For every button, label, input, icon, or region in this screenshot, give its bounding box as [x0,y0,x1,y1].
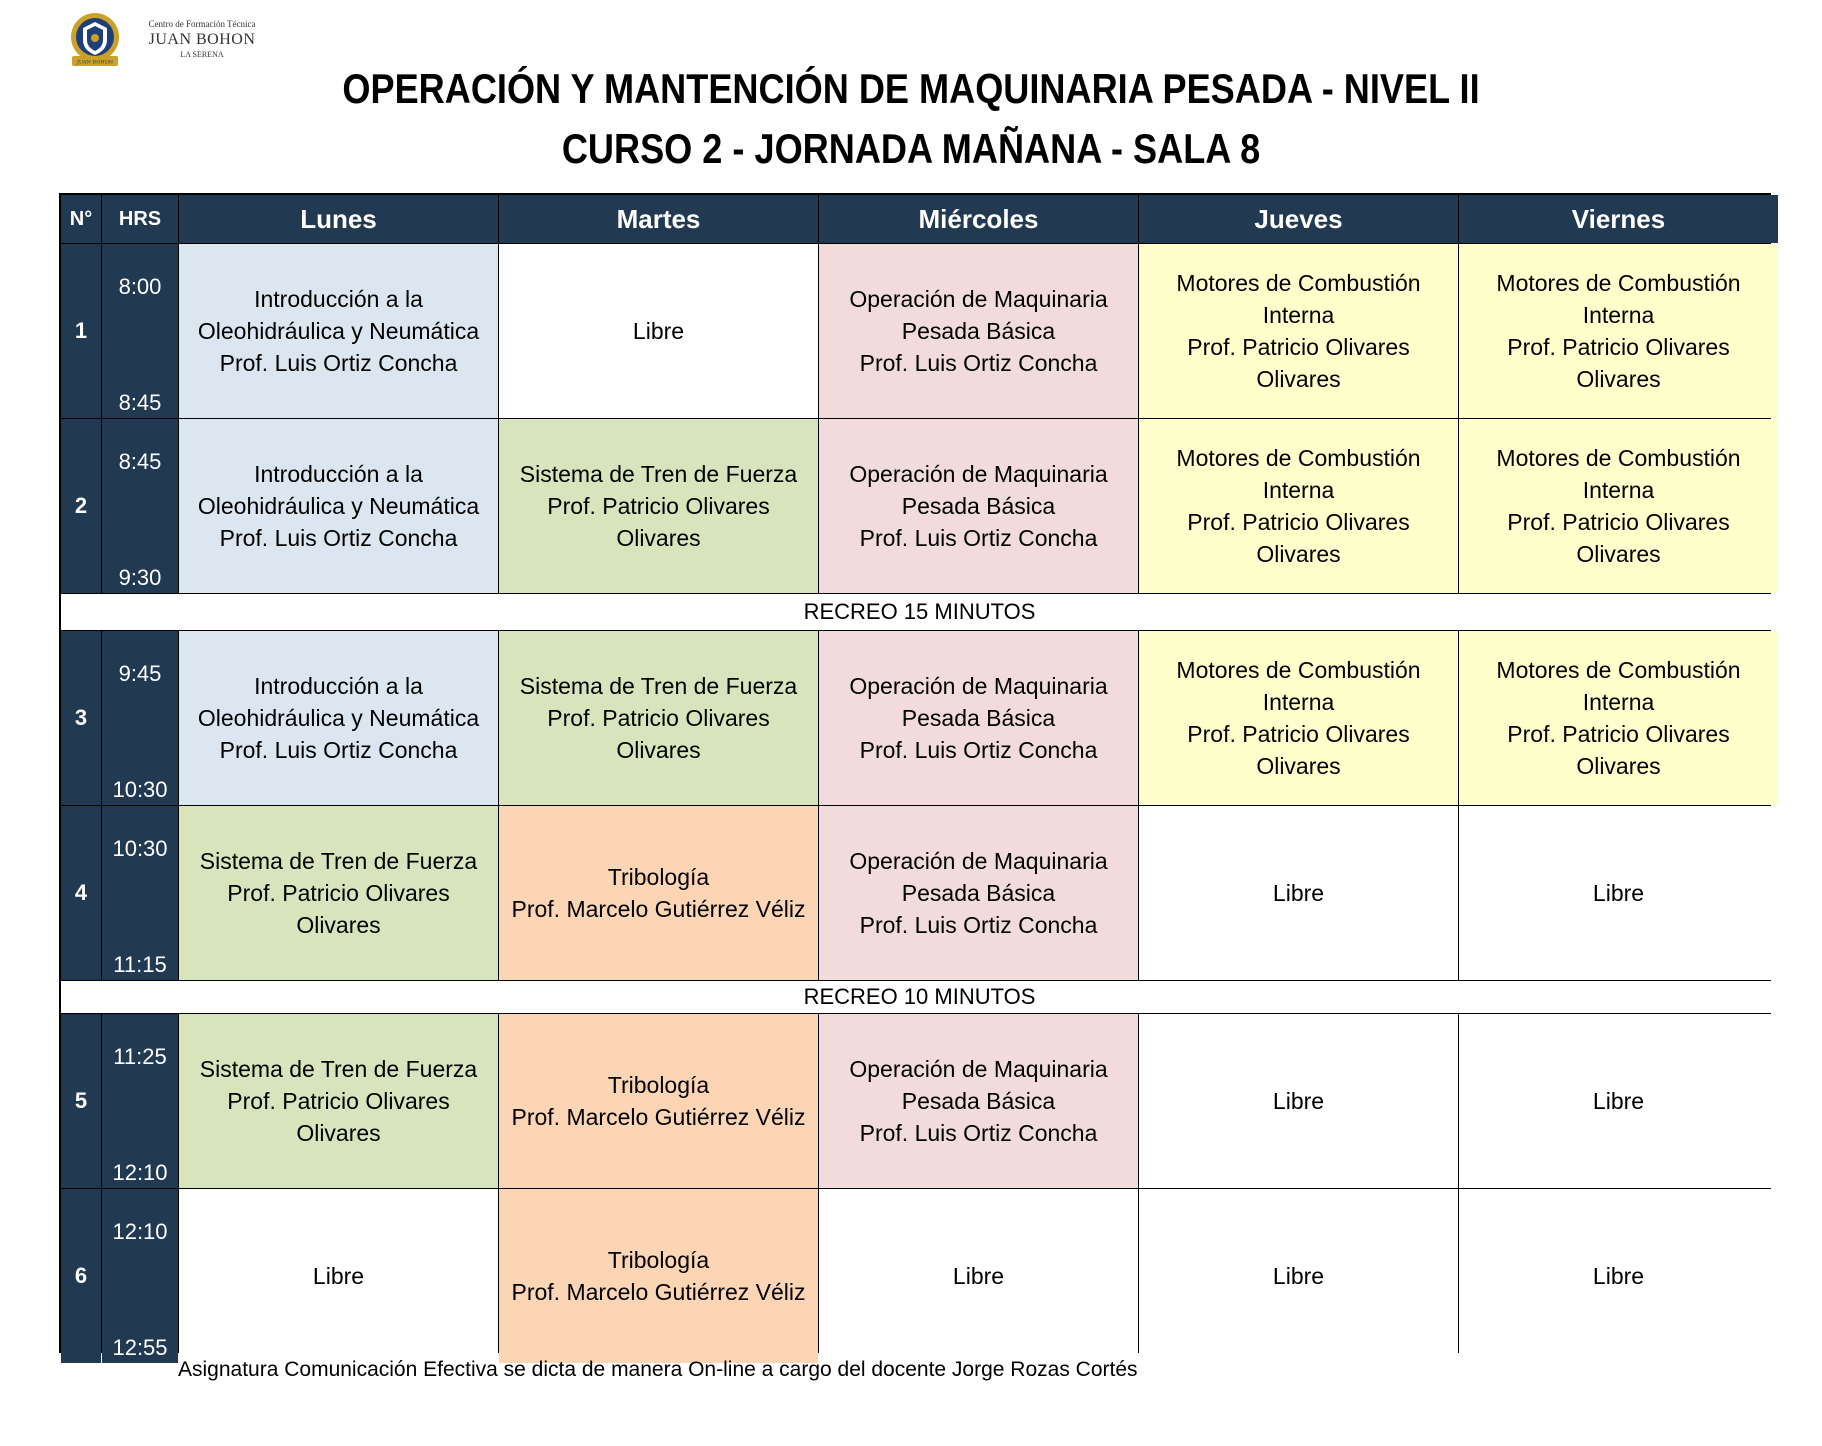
schedule-cell: Introducción a la Oleohidráulica y Neumática Prof. Luis Ortiz Concha [179,631,498,805]
schedule-cell: Libre [1139,1189,1458,1363]
schedule-cell: Introducción a la Oleohidráulica y Neumática Prof. Luis Ortiz Concha [179,419,498,593]
schedule-cell: Motores de Combustión Interna Prof. Patricio Olivares Olivares [1459,631,1778,805]
schedule-cell: Sistema de Tren de Fuerza Prof. Patricio Olivares Olivares [499,419,818,593]
period-hours [102,631,178,805]
schedule-cell: Operación de Maquinaria Pesada Básica Prof. Luis Ortiz Concha [819,806,1138,980]
footer-note: Asignatura Comunicación Efectiva se dicta de manera On-line a cargo del docente Jorge Rozas Cortés [178,1358,1138,1381]
period-start-time: 10:30 [102,806,178,893]
period-start-time: 12:10 [102,1189,178,1276]
period-start-time: 8:00 [102,244,178,331]
page-title: OPERACIÓN Y MANTENCIÓN DE MAQUINARIA PESADA - NIVEL II [342,65,1480,112]
period-hours [102,419,178,593]
column-header: Jueves [1139,195,1458,243]
period-hours [102,806,178,980]
schedule-cell: Libre [819,1189,1138,1363]
period-start-time: 11:25 [102,1014,178,1101]
schedule-cell: Motores de Combustión Interna Prof. Patricio Olivares Olivares [1139,244,1458,418]
period-number: 1 [61,244,101,418]
period-hours [102,1014,178,1188]
schedule-cell: Libre [499,244,818,418]
schedule-cell: Libre [1459,806,1778,980]
schedule-cell: Libre [1139,806,1458,980]
schedule-cell: Motores de Combustión Interna Prof. Patricio Olivares Olivares [1139,419,1458,593]
period-end-time: 10:30 [102,719,178,806]
column-header: Viernes [1459,195,1778,243]
period-start-time: 8:45 [102,419,178,506]
schedule-table [59,193,1771,1360]
schedule-cell: Libre [1459,1189,1778,1363]
period-end-time: 11:15 [102,894,178,981]
schedule-cell: Operación de Maquinaria Pesada Básica Prof. Luis Ortiz Concha [819,419,1138,593]
schedule-cell: Operación de Maquinaria Pesada Básica Prof. Luis Ortiz Concha [819,631,1138,805]
schedule-cell: Motores de Combustión Interna Prof. Patricio Olivares Olivares [1459,419,1778,593]
svg-text:JUAN BOHON: JUAN BOHON [76,59,114,66]
schedule-cell: Operación de Maquinaria Pesada Básica Prof. Luis Ortiz Concha [819,244,1138,418]
logo-line-3: LA SERENA [180,50,224,59]
page-subtitle: CURSO 2 - JORNADA MAÑANA - SALA 8 [561,125,1261,172]
period-start-time: 9:45 [102,631,178,718]
schedule-cell: Motores de Combustión Interna Prof. Patricio Olivares Olivares [1139,631,1458,805]
schedule-cell: Libre [1139,1014,1458,1188]
period-number: 3 [61,631,101,805]
schedule-cell: Motores de Combustión Interna Prof. Patricio Olivares Olivares [1459,244,1778,418]
column-header: HRS [102,195,178,243]
period-number: 4 [61,806,101,980]
logo-line-1: Centro de Formación Técnica [148,19,256,29]
column-header: Martes [499,195,818,243]
period-end-time: 9:30 [102,507,178,594]
period-hours [102,244,178,418]
column-header: Miércoles [819,195,1138,243]
period-end-time: 12:10 [102,1102,178,1189]
schedule-cell: Tribología Prof. Marcelo Gutiérrez Véliz [499,1189,818,1363]
schedule-cell: Tribología Prof. Marcelo Gutiérrez Véliz [499,806,818,980]
period-number: 2 [61,419,101,593]
schedule-cell: Sistema de Tren de Fuerza Prof. Patricio Olivares Olivares [179,806,498,980]
recess-row: RECREO 10 MINUTOS [61,981,1778,1013]
period-end-time: 12:55 [102,1277,178,1364]
logo-line-2: JUAN BOHON [148,31,256,48]
period-hours [102,1189,178,1363]
column-header: Lunes [179,195,498,243]
column-header: N° [61,195,101,243]
schedule-cell: Introducción a la Oleohidráulica y Neumática Prof. Luis Ortiz Concha [179,244,498,418]
schedule-cell: Tribología Prof. Marcelo Gutiérrez Véliz [499,1014,818,1188]
schedule-cell: Operación de Maquinaria Pesada Básica Prof. Luis Ortiz Concha [819,1014,1138,1188]
period-end-time: 8:45 [102,332,178,419]
period-number: 6 [61,1189,101,1363]
schedule-cell: Sistema de Tren de Fuerza Prof. Patricio Olivares Olivares [179,1014,498,1188]
schedule-cell: Sistema de Tren de Fuerza Prof. Patricio Olivares Olivares [499,631,818,805]
period-number: 5 [61,1014,101,1188]
schedule-cell: Libre [1459,1014,1778,1188]
schedule-cell: Libre [179,1189,498,1363]
recess-row: RECREO 15 MINUTOS [61,594,1778,630]
crest-icon [62,8,128,74]
